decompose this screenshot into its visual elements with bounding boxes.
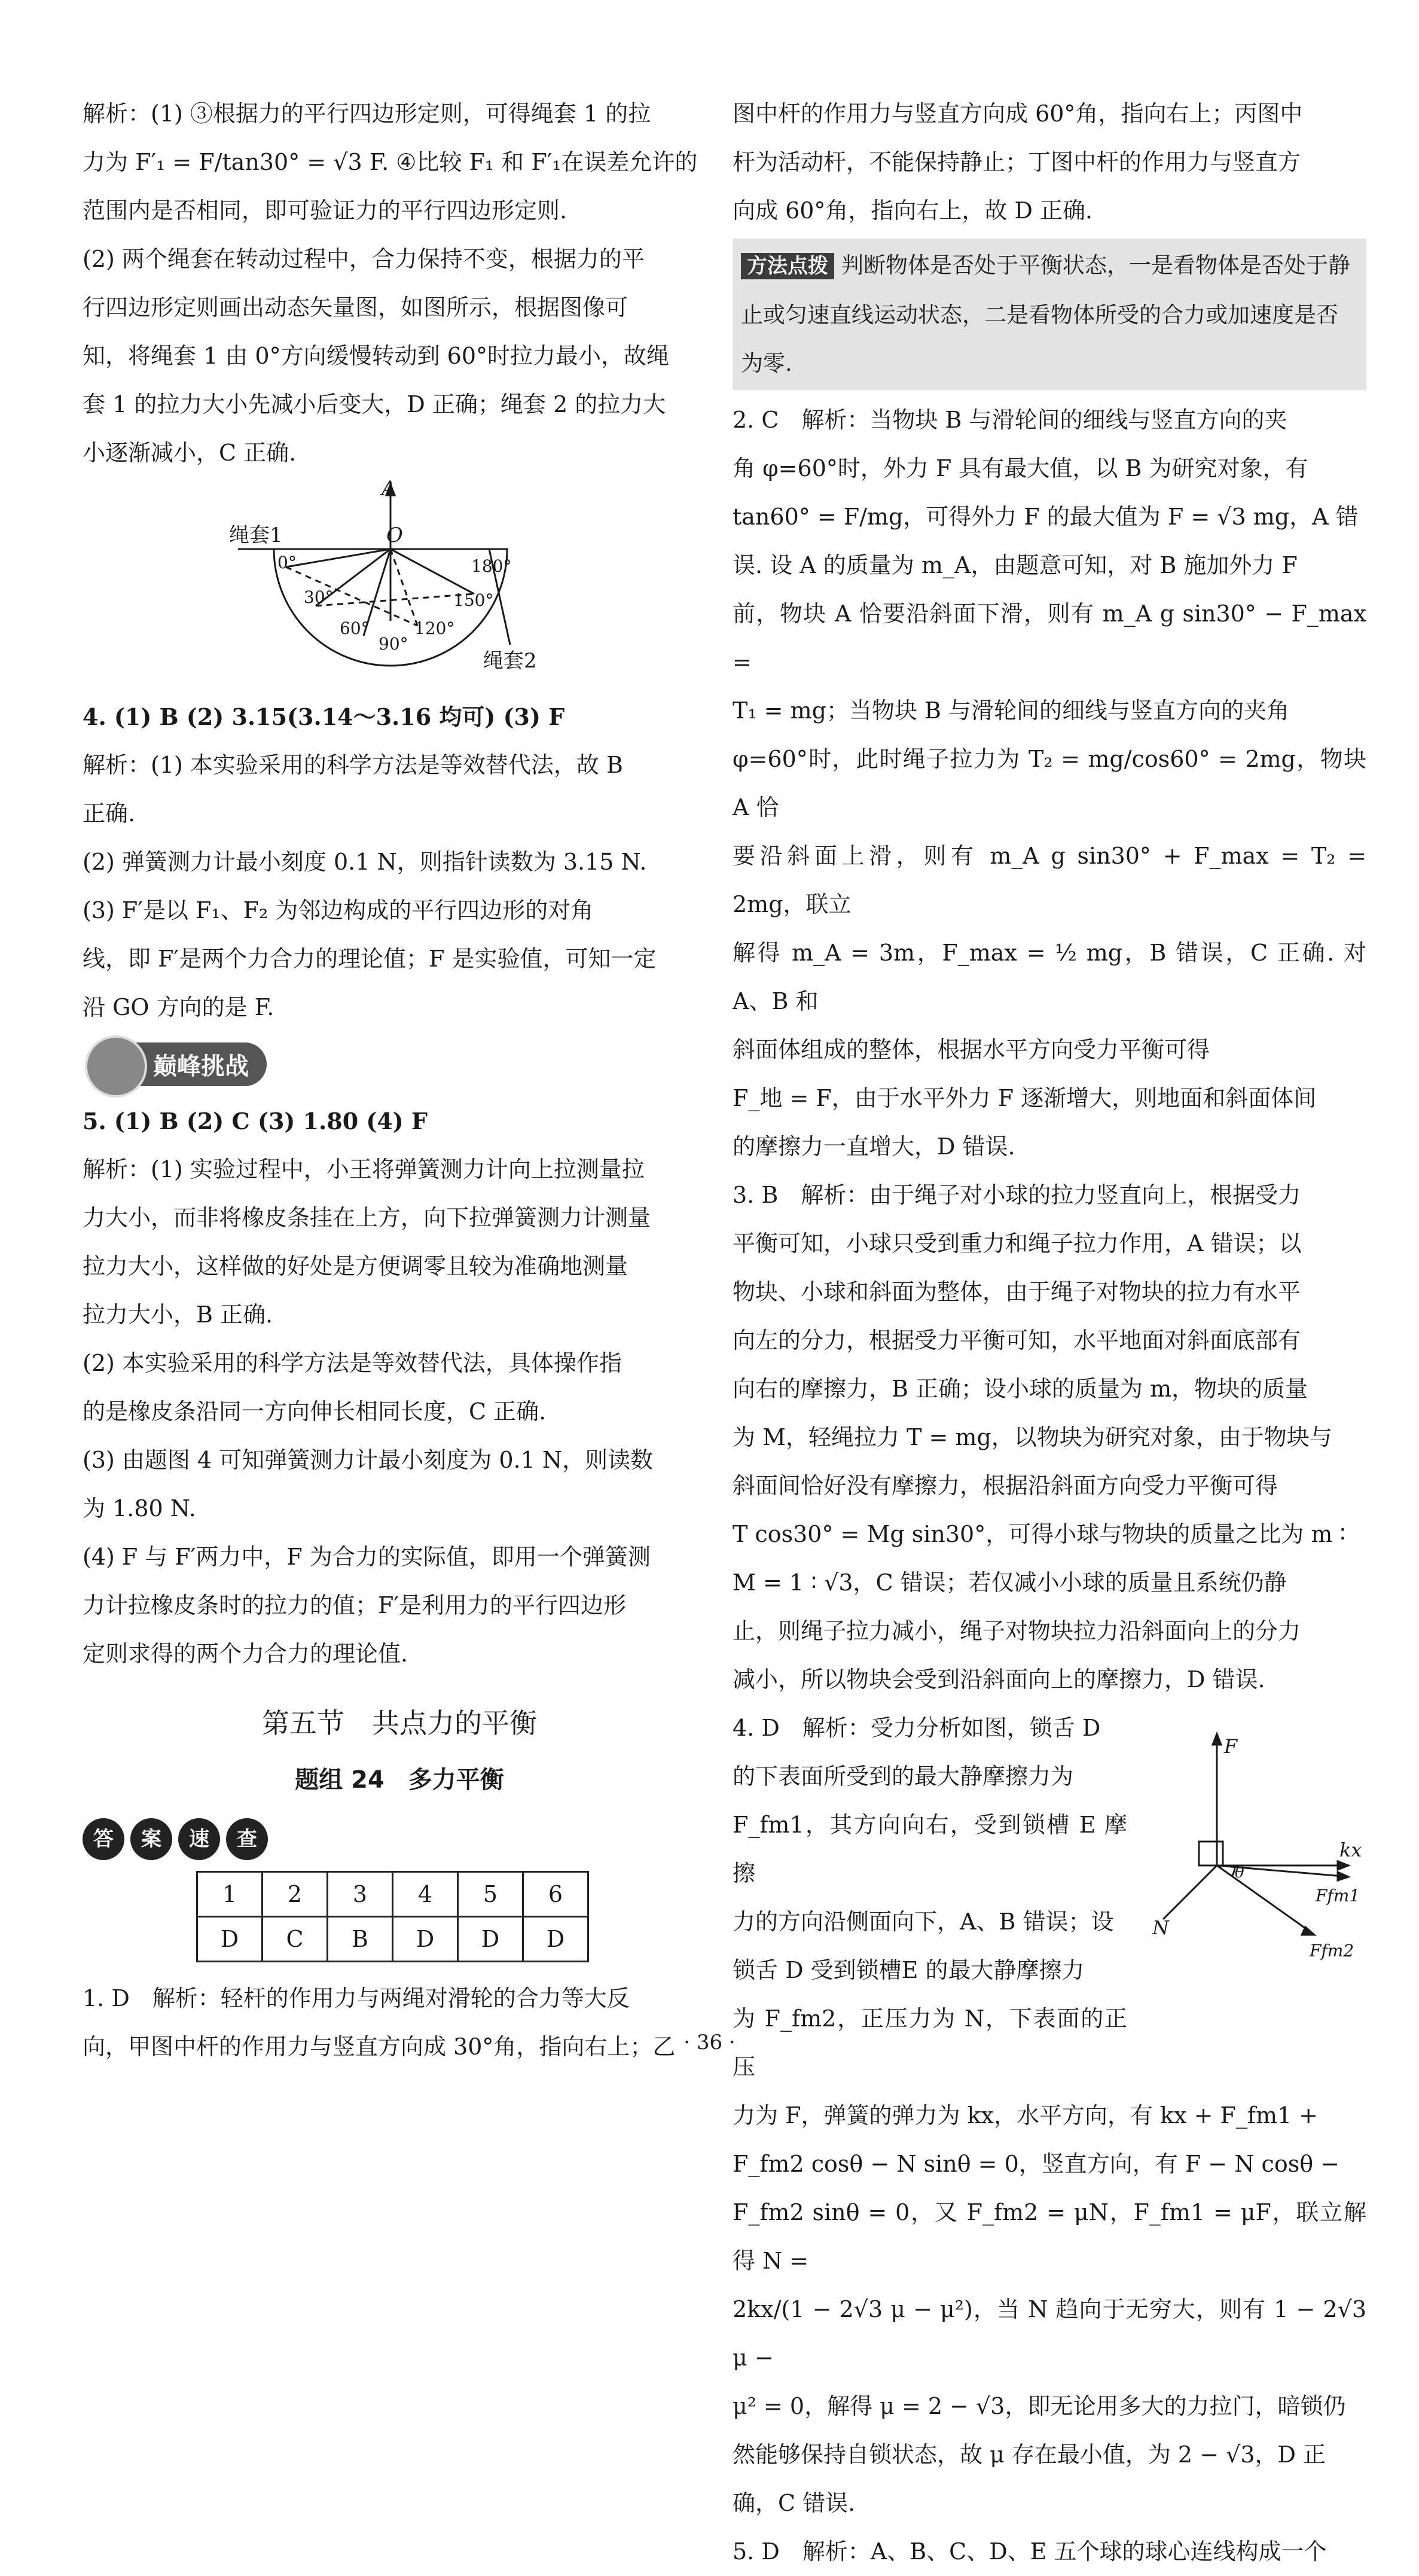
text-line: 斜面间恰好没有摩擦力，根据沿斜面方向受力平衡可得 [733, 1473, 1278, 1499]
text-line: T cos30° = Mg sin30°，可得小球与物块的质量之比为 m ∶ [733, 1521, 1346, 1547]
text-line: 的下表面所受到的最大静摩擦力为 [733, 1763, 1074, 1790]
text-line: 平衡可知，小球只受到重力和绳子拉力作用，A 错误；以 [733, 1230, 1302, 1257]
group-title: 题组 24 多力平衡 [295, 1766, 504, 1794]
text-line: 图中杆的作用力与竖直方向成 60°角，指向右上；丙图中 [733, 100, 1303, 127]
text-line: 行四边形定则画出动态矢量图，如图所示，根据图像可 [83, 294, 628, 321]
text-line: 力的方向沿侧面向下，A、B 错误；设 [733, 1909, 1114, 1935]
table-cell: D [197, 1917, 263, 1962]
text-line: (2) 本实验采用的科学方法是等效替代法，具体操作指 [83, 1350, 622, 1376]
sudu-char: 查 [226, 1818, 268, 1860]
text-line: 2. C 解析：当物块 B 与滑轮间的细线与竖直方向的夹 [733, 407, 1287, 433]
text-line: 解得 m_A = 3m，F_max = ½ mg，B 错误，C 正确. 对 A、B 和 [733, 940, 1366, 1014]
table-cell: D [393, 1917, 458, 1962]
text-line: T₁ = mg；当物块 B 与滑轮间的细线与竖直方向的夹角 [733, 697, 1290, 724]
text-line: 然能够保持自锁状态，故 μ 存在最小值，为 2 − √3，D 正 [733, 2441, 1326, 2468]
text-line: 为 M，轻绳拉力 T = mg，以物块为研究对象，由于物块与 [733, 1424, 1332, 1450]
text-line: φ=60°时，此时绳子拉力为 T₂ = mg/cos60° = 2mg，物块 A 恰 [733, 746, 1366, 821]
angle-0: 0° [277, 553, 297, 572]
label-ffm2: Ffm2 [1310, 1941, 1354, 1961]
text-line: 向成 60°角，指向右上，故 D 正确. [733, 197, 1093, 224]
table-cell: D [458, 1917, 523, 1962]
text-line: 角 φ=60°时，外力 F 具有最大值，以 B 为研究对象，有 [733, 455, 1308, 481]
label-rope1: 绳套1 [229, 523, 283, 547]
text-line: F_fm1，其方向向右，受到锁槽 E 摩擦 [733, 1812, 1127, 1886]
text-line: 的是橡皮条沿同一方向伸长相同长度，C 正确. [83, 1398, 547, 1425]
table-cell: 6 [523, 1872, 588, 1917]
text-line: 的摩擦力一直增大，D 错误. [733, 1133, 1015, 1160]
text-line: F_fm2 sinθ = 0，又 F_fm2 = μN，F_fm1 = μF，联立解得 N = [733, 2199, 1366, 2274]
badge-label: 巅峰挑战 [153, 1053, 249, 1080]
sudu-char: 案 [130, 1818, 172, 1860]
label-kx: kx [1339, 1839, 1362, 1861]
text-line: 1. D 解析：轻杆的作用力与两绳对滑轮的合力等大反 [83, 1985, 630, 2011]
text-line: M = 1 ∶ √3，C 错误；若仅减小小球的质量且系统仍静 [733, 1569, 1287, 1596]
text-line: 物块、小球和斜面为整体，由于绳子对物块的拉力有水平 [733, 1279, 1301, 1305]
text-line: (2) 两个绳套在转动过程中，合力保持不变，根据力的平 [83, 246, 645, 272]
text-line: 沿 GO 方向的是 F. [83, 994, 274, 1020]
text-line: F_地 = F，由于水平外力 F 逐渐增大，则地面和斜面体间 [733, 1085, 1317, 1111]
text-line: 解析：(1) 实验过程中，小王将弹簧测力计向上拉测量拉 [83, 1156, 645, 1182]
table-row [197, 1872, 588, 1917]
text-line: 为 1.80 N. [83, 1495, 196, 1522]
text-line: tan60° = F/mg，可得外力 F 的最大值为 F = √3 mg，A 错 [733, 504, 1359, 530]
table-cell: 4 [393, 1872, 458, 1917]
table-cell: C [263, 1917, 328, 1962]
text-line: 定则求得的两个力合力的理论值. [83, 1641, 408, 1667]
text-line: (4) F 与 F′两力中，F 为合力的实际值，即用一个弹簧测 [83, 1544, 651, 1570]
text-line: 力为 F，弹簧的弹力为 kx，水平方向，有 kx + F_fm1 + [733, 2102, 1319, 2129]
answer-quick-check-badge [83, 1818, 716, 1860]
text-line: 解析：(1) ③根据力的平行四边形定则，可得绳套 1 的拉 [83, 100, 651, 127]
text-line: 向，甲图中杆的作用力与竖直方向成 30°角，指向右上；乙 [83, 2034, 676, 2060]
text-line: 力计拉橡皮条时的拉力的值；F′是利用力的平行四边形 [83, 1592, 626, 1618]
label-f: F [1224, 1735, 1238, 1758]
sudu-char: 速 [178, 1818, 220, 1860]
answer-line: 5. (1) B (2) C (3) 1.80 (4) F [83, 1108, 428, 1135]
text-line: 拉力大小，这样做的好处是方便调零且较为准确地测量 [83, 1253, 628, 1279]
text-line: 3. B 解析：由于绳子对小球的拉力竖直向上，根据受力 [733, 1182, 1301, 1208]
sudu-char: 答 [83, 1818, 124, 1860]
text-line: 减小，所以物块会受到沿斜面向上的摩擦力，D 错误. [733, 1666, 1265, 1693]
text-line: 为 F_fm2，正压力为 N，下表面的正压 [733, 2005, 1127, 2080]
table-cell: D [523, 1917, 588, 1962]
text-line: 要沿斜面上滑，则有 m_A g sin30° + F_max = T₂ = 2mg，联立 [733, 843, 1366, 917]
text-line: 2kx/(1 − 2√3 μ − μ²)，当 N 趋向于无穷大，则有 1 − 2√3 μ − [733, 2296, 1366, 2371]
table-row [197, 1917, 588, 1962]
force-diagram [1145, 1728, 1366, 1967]
angle-90: 90° [379, 634, 408, 654]
label-ffm1: Ffm1 [1316, 1886, 1360, 1906]
text-line: 范围内是否相同，即可验证力的平行四边形定则. [83, 197, 567, 224]
text-line: 力大小，而非将橡皮条挂在上方，向下拉弹簧测力计测量 [83, 1205, 651, 1231]
tip-label: 方法点拨 [741, 253, 834, 279]
angle-150: 150° [453, 590, 494, 610]
text-line: 知，将绳套 1 由 0°方向缓慢转动到 60°时拉力最小，故绳 [83, 343, 670, 369]
label-rope2: 绳套2 [483, 649, 537, 673]
text-line: 解析：(1) 本实验采用的科学方法是等效替代法，故 B [83, 752, 623, 778]
answer-line: 4. (1) B (2) 3.15(3.14～3.16 均可) (3) F [83, 703, 565, 730]
table-cell: 1 [197, 1872, 263, 1917]
text-line: 斜面体组成的整体，根据水平方向受力平衡可得 [733, 1037, 1210, 1063]
protractor-diagram [83, 477, 716, 693]
label-a: A [382, 477, 396, 501]
text-line: 4. D 解析：受力分析如图，锁舌 D [733, 1715, 1101, 1741]
text-line: 线，即 F′是两个力合力的理论值；F 是实验值，可知一定 [83, 946, 657, 972]
table-cell: 5 [458, 1872, 523, 1917]
text-line: 止，则绳子拉力减小，绳子对物块拉力沿斜面向上的分力 [733, 1618, 1301, 1644]
table-cell: B [328, 1917, 393, 1962]
label-theta: θ [1235, 1864, 1244, 1882]
text-line: 小逐渐减小，C 正确. [83, 440, 297, 466]
text-line: (2) 弹簧测力计最小刻度 0.1 N，则指针读数为 3.15 N. [83, 849, 647, 875]
right-column [733, 90, 1366, 2576]
text-line: 误. 设 A 的质量为 m_A，由题意可知，对 B 施加外力 F [733, 552, 1298, 578]
text-line: 向左的分力，根据受力平衡可知，水平地面对斜面底部有 [733, 1327, 1301, 1353]
text-line: 向右的摩擦力，B 正确；设小球的质量为 m，物块的质量 [733, 1376, 1308, 1402]
text-line: 正确. [83, 800, 136, 827]
text-line: F_fm2 cosθ − N sinθ = 0，竖直方向，有 F − N cosθ − [733, 2151, 1339, 2177]
text-line: 确，C 错误. [733, 2490, 856, 2516]
left-column [83, 90, 716, 2071]
table-cell: 3 [328, 1872, 393, 1917]
text-line: μ² = 0，解得 μ = 2 − √3，即无论用多大的力拉门，暗锁仍 [733, 2393, 1346, 2419]
text-line: 前，物块 A 恰要沿斜面下滑，则有 m_A g sin30° − F_max = [733, 600, 1366, 675]
table-cell: 2 [263, 1872, 328, 1917]
text-line: 拉力大小，B 正确. [83, 1301, 273, 1328]
angle-30: 30° [304, 587, 334, 607]
tip-text: 判断物体是否处于平衡状态，一是看物体是否处于静止或匀速直线运动状态，二是看物体所受的合力或加速度是否为零. [741, 252, 1350, 376]
text-line: (3) 由题图 4 可知弹簧测力计最小刻度为 0.1 N，则读数 [83, 1447, 654, 1473]
text-line: 5. D 解析：A、B、C、D、E 五个球的球心连线构成一个 [733, 2538, 1327, 2565]
method-tip-box [733, 239, 1366, 390]
text-line: 套 1 的拉力大小先减小后变大，D 正确；绳套 2 的拉力大 [83, 391, 666, 417]
peak-challenge-badge [87, 1042, 267, 1086]
angle-60: 60° [340, 618, 370, 638]
answer-table [196, 1871, 589, 1962]
text-line: 锁舌 D 受到锁槽E 的最大静摩擦力 [733, 1957, 1085, 1983]
angle-180: 180° [471, 556, 512, 576]
angle-120: 120° [414, 618, 455, 638]
text-line: (3) F′是以 F₁、F₂ 为邻边构成的平行四边形的对角 [83, 897, 594, 923]
section-title: 第五节 共点力的平衡 [262, 1707, 537, 1739]
label-n: N [1152, 1916, 1169, 1939]
page-number: · 36 · [683, 2031, 736, 2054]
label-o: O [386, 523, 403, 547]
mountain-icon [85, 1035, 147, 1098]
text-line: 杆为活动杆，不能保持静止；丁图中杆的作用力与竖直方 [733, 149, 1301, 175]
text-line: 力为 F′₁ = F/tan30° = √3 F. ④比较 F₁ 和 F′₁在误差允许的 [83, 149, 698, 175]
